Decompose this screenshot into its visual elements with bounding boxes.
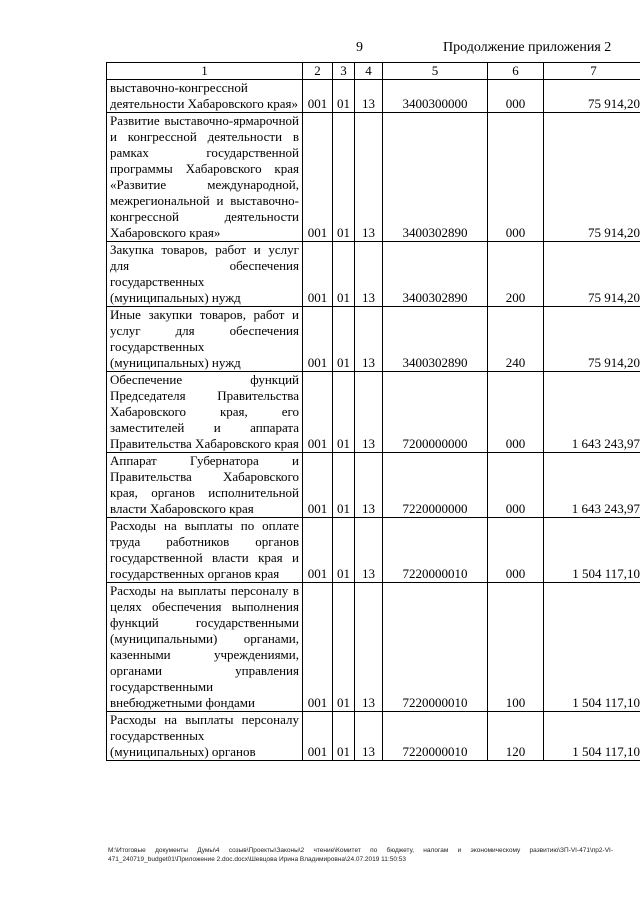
row-cell-c7: 75 914,20: [544, 242, 640, 307]
row-cell-c5: 7220000000: [383, 453, 488, 518]
column-header: 4: [355, 63, 383, 80]
row-cell-c6: 000: [488, 453, 544, 518]
table-row: [107, 80, 640, 113]
row-cell-c5: 7220000010: [383, 518, 488, 583]
table-row: [107, 518, 640, 583]
row-cell-c5: 7220000010: [383, 712, 488, 761]
row-cell-c7: 1 504 117,10: [544, 518, 640, 583]
row-cell-c5: 3400302890: [383, 307, 488, 372]
row-cell-c3: 01: [333, 518, 355, 583]
file-path-footer: M:\Итоговые документы Думы\4 созыв\Проекты\Законы\2 чтение\Комитет по бюджету, налогам и экономическому развитию\ЗП-VI-471\пр2-VI-471_240719_budget01\Приложение 2.doc.docx\Шевцова Ирина Владимировна\24.07.2019 11:50:53: [108, 847, 613, 863]
page-number: 9: [356, 40, 363, 55]
row-description: Иные закупки товаров, работ и услуг для обеспечения государственных (муниципальных) нужд: [107, 307, 303, 372]
column-header: 3: [333, 63, 355, 80]
row-cell-c3: 01: [333, 242, 355, 307]
row-cell-c2: 001: [303, 518, 333, 583]
row-cell-c3: 01: [333, 712, 355, 761]
row-cell-c6: 000: [488, 113, 544, 242]
table-row: [107, 453, 640, 518]
header-row: [107, 63, 640, 80]
row-cell-c3: 01: [333, 583, 355, 712]
row-cell-c3: 01: [333, 453, 355, 518]
row-cell-c6: 240: [488, 307, 544, 372]
row-description: Расходы на выплаты персоналу государственных (муниципальных) органов: [107, 712, 303, 761]
row-cell-c7: 1 643 243,97: [544, 453, 640, 518]
row-description: Обеспечение функций Председателя Правительства Хабаровского края, его заместителей и аппарата Правительства Хабаровского края: [107, 372, 303, 453]
row-cell-c5: 3400302890: [383, 242, 488, 307]
row-cell-c7: 1 643 243,97: [544, 372, 640, 453]
row-cell-c2: 001: [303, 583, 333, 712]
row-cell-c3: 01: [333, 80, 355, 113]
row-description: Закупка товаров, работ и услуг для обеспечения государственных (муниципальных) нужд: [107, 242, 303, 307]
row-cell-c4: 13: [355, 242, 383, 307]
table-row: [107, 113, 640, 242]
row-cell-c7: 75 914,20: [544, 113, 640, 242]
row-cell-c7: 75 914,20: [544, 80, 640, 113]
row-cell-c6: 000: [488, 80, 544, 113]
row-cell-c4: 13: [355, 453, 383, 518]
column-header: 7: [544, 63, 640, 80]
budget-table: [106, 62, 640, 761]
table-row: [107, 242, 640, 307]
column-header: 2: [303, 63, 333, 80]
row-cell-c4: 13: [355, 307, 383, 372]
row-cell-c6: 120: [488, 712, 544, 761]
row-cell-c6: 100: [488, 583, 544, 712]
table-row: [107, 307, 640, 372]
row-description: Развитие выставочно-ярмарочной и конгрессной деятельности в рамках государственной программы Хабаровского края «Развитие международной, межрегиональной и выставочно-конгрессной деятельности Хабаровского края»: [107, 113, 303, 242]
row-cell-c4: 13: [355, 113, 383, 242]
row-cell-c4: 13: [355, 712, 383, 761]
row-description: Расходы на выплаты персоналу в целях обеспечения выполнения функций государственными (муниципальными) органами, казенными учреждениями, органами управления государственными внебюджетными фондами: [107, 583, 303, 712]
row-cell-c5: 7200000000: [383, 372, 488, 453]
row-cell-c4: 13: [355, 583, 383, 712]
row-cell-c4: 13: [355, 80, 383, 113]
row-cell-c2: 001: [303, 307, 333, 372]
row-cell-c2: 001: [303, 242, 333, 307]
continuation-label: Продолжение приложения 2: [443, 40, 612, 55]
column-header: 6: [488, 63, 544, 80]
row-cell-c7: 1 504 117,10: [544, 583, 640, 712]
row-cell-c4: 13: [355, 372, 383, 453]
row-cell-c5: 3400300000: [383, 80, 488, 113]
row-cell-c2: 001: [303, 372, 333, 453]
row-cell-c5: 7220000010: [383, 583, 488, 712]
row-cell-c7: 75 914,20: [544, 307, 640, 372]
table-row: [107, 372, 640, 453]
row-cell-c4: 13: [355, 518, 383, 583]
column-header: 1: [107, 63, 303, 80]
row-cell-c2: 001: [303, 712, 333, 761]
row-cell-c3: 01: [333, 113, 355, 242]
row-description: Аппарат Губернатора и Правительства Хабаровского края, органов исполнительной власти Хабаровского края: [107, 453, 303, 518]
row-cell-c5: 3400302890: [383, 113, 488, 242]
table-row: [107, 712, 640, 761]
row-cell-c6: 200: [488, 242, 544, 307]
column-header: 5: [383, 63, 488, 80]
row-description: выставочно-конгрессной деятельности Хабаровского края»: [107, 80, 303, 113]
table-row: [107, 583, 640, 712]
row-cell-c2: 001: [303, 453, 333, 518]
row-cell-c3: 01: [333, 372, 355, 453]
row-cell-c2: 001: [303, 80, 333, 113]
row-cell-c3: 01: [333, 307, 355, 372]
row-description: Расходы на выплаты по оплате труда работников органов государственной власти края и государственных органов края: [107, 518, 303, 583]
row-cell-c6: 000: [488, 372, 544, 453]
row-cell-c7: 1 504 117,10: [544, 712, 640, 761]
row-cell-c6: 000: [488, 518, 544, 583]
row-cell-c2: 001: [303, 113, 333, 242]
